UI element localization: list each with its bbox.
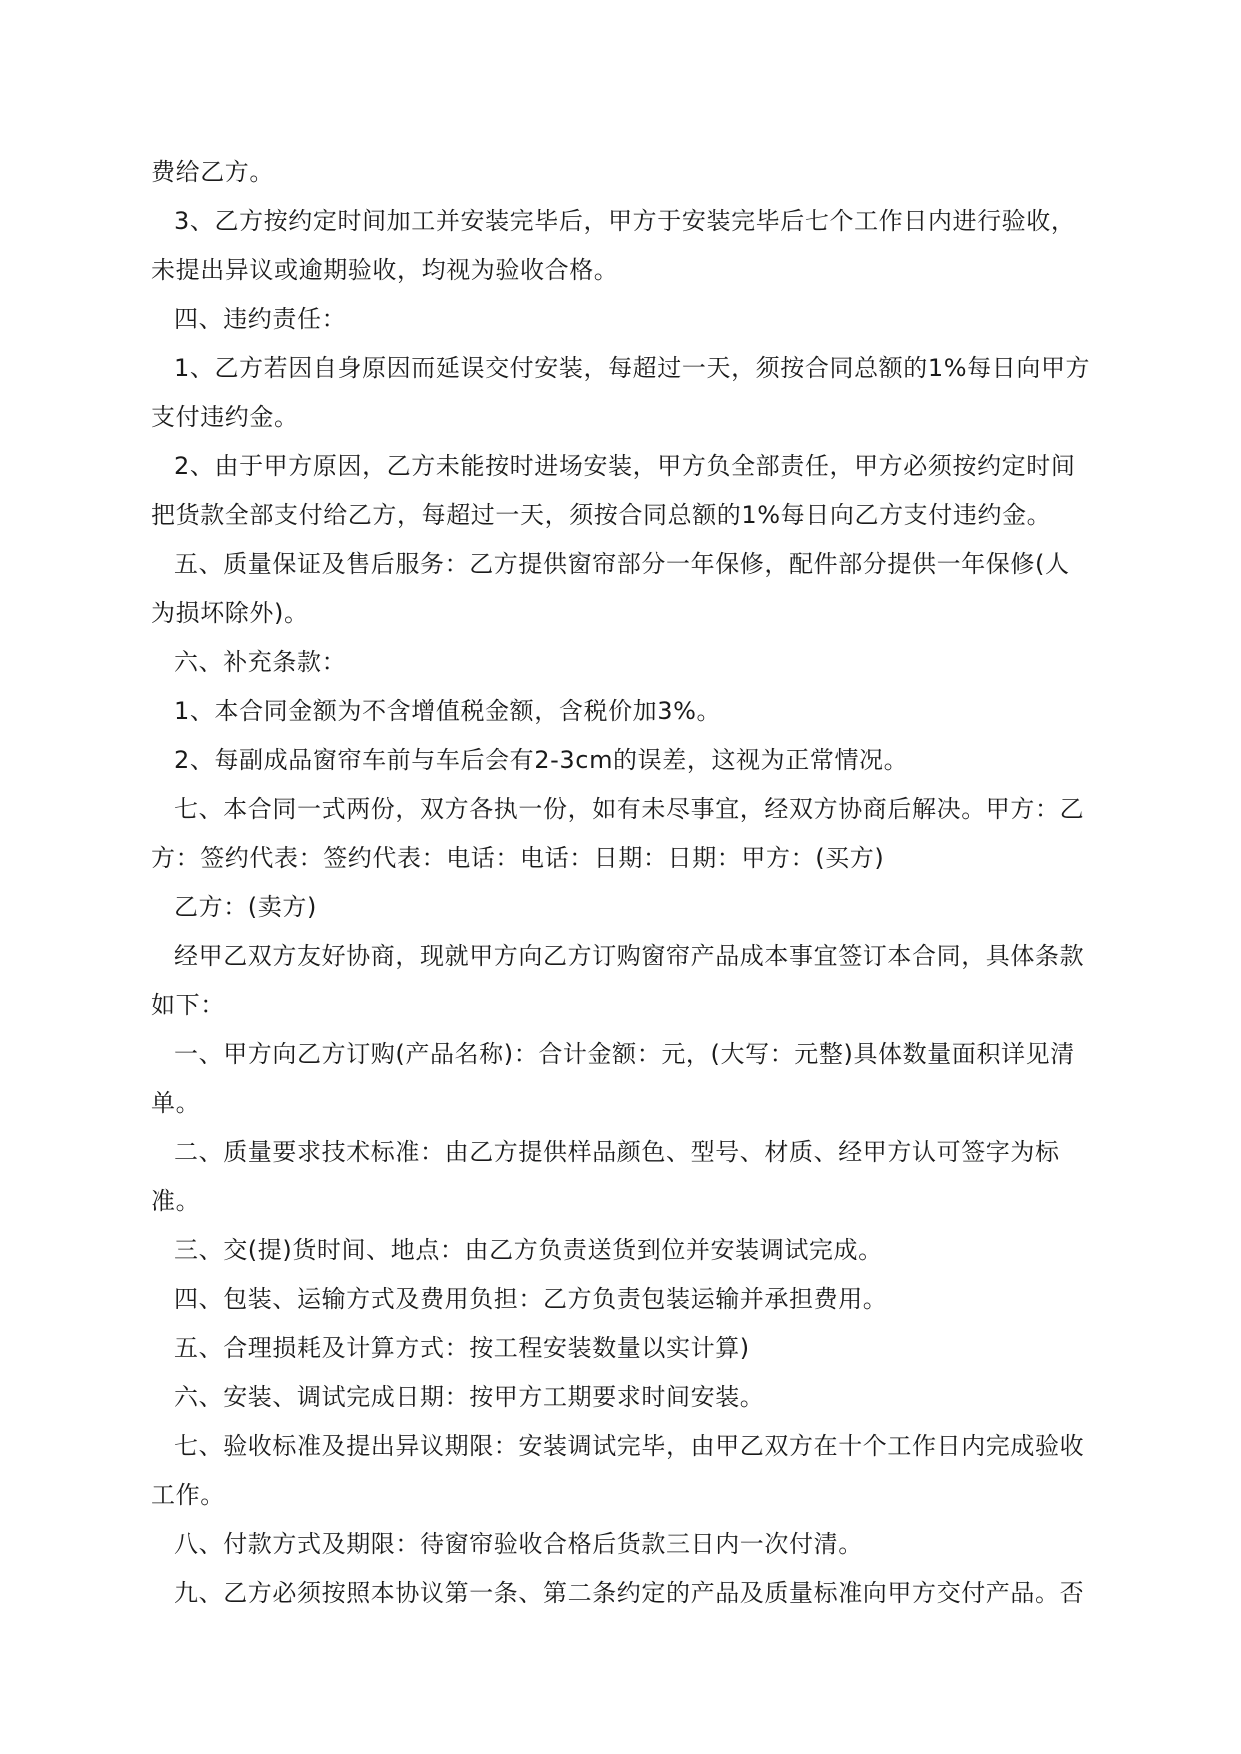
paragraph: 六、安装、调试完成日期：按甲方工期要求时间安装。 (174, 1383, 765, 1411)
paragraph: 五、合理损耗及计算方式：按工程安装数量以实计算) (174, 1334, 750, 1362)
paragraph: 3、乙方按约定时间加工并安装完毕后，甲方于安装完毕后七个工作日内进行验收，未提出异议或逾期验收，均视为验收合格。 (151, 207, 1076, 284)
section-heading: 四、违约责任： (174, 305, 347, 333)
section-heading: 六、补充条款： (174, 648, 347, 676)
paragraph: 2、由于甲方原因，乙方未能按时进场安装，甲方负全部责任，甲方必须按约定时间把货款全部支付给乙方，每超过一天，须按合同总额的1%每日向乙方支付违约金。 (151, 452, 1076, 529)
paragraph: 1、乙方若因自身原因而延误交付安装，每超过一天，须按合同总额的1%每日向甲方支付违约金。 (151, 354, 1091, 431)
contract-body (151, 148, 1091, 1618)
paragraph: 七、本合同一式两份，双方各执一份，如有未尽事宜，经双方协商后解决。甲方：乙方：签约代表：签约代表：电话：电话：日期：日期：甲方：(买方) (151, 795, 1085, 872)
paragraph: 费给乙方。 (151, 158, 274, 186)
paragraph: 2、每副成品窗帘车前与车后会有2-3cm的误差，这视为正常情况。 (174, 746, 909, 774)
paragraph: 三、交(提)货时间、地点：由乙方负责送货到位并安装调试完成。 (174, 1236, 883, 1264)
paragraph: 八、付款方式及期限：待窗帘验收合格后货款三日内一次付清。 (174, 1530, 863, 1558)
paragraph: 二、质量要求技术标准：由乙方提供样品颜色、型号、材质、经甲方认可签字为标准。 (151, 1138, 1060, 1215)
paragraph: 五、质量保证及售后服务：乙方提供窗帘部分一年保修，配件部分提供一年保修(人为损坏除外)。 (151, 550, 1070, 627)
paragraph: 乙方：(卖方) (174, 893, 317, 921)
paragraph: 经甲乙双方友好协商，现就甲方向乙方订购窗帘产品成本事宜签订本合同，具体条款如下： (151, 942, 1085, 1019)
paragraph: 1、本合同金额为不含增值税金额，含税价加3%。 (174, 697, 722, 725)
paragraph: 四、包装、运输方式及费用负担：乙方负责包装运输并承担费用。 (174, 1285, 888, 1313)
paragraph: 九、乙方必须按照本协议第一条、第二条约定的产品及质量标准向甲方交付产品。否 (174, 1579, 1085, 1607)
paragraph: 七、验收标准及提出异议期限：安装调试完毕，由甲乙双方在十个工作日内完成验收工作。 (151, 1432, 1085, 1509)
paragraph: 一、甲方向乙方订购(产品名称)：合计金额：元，(大写：元整)具体数量面积详见清单。 (151, 1040, 1075, 1117)
